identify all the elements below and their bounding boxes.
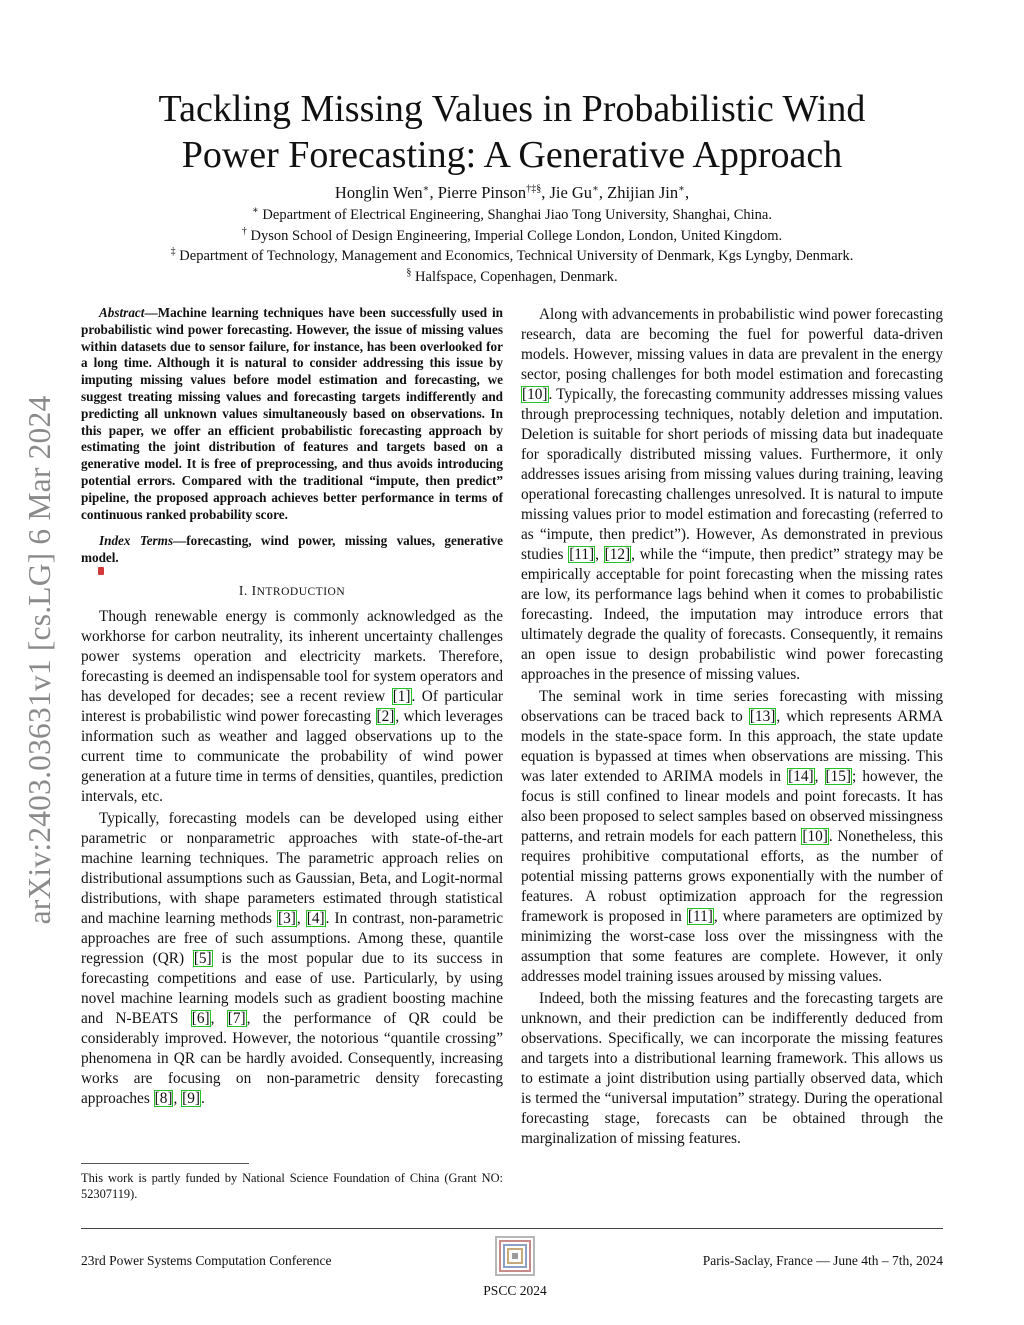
abstract: Abstract—Machine learning techniques have been successfully used in probabilistic wind power forecasting. However, the issue of missing values within datasets due to sensor failure, for instance, has been overlooked for a long time. Although it is natural to consider addressing this issue by imputing missing values before model estimation and forecasting, we suggest treating missing values and forecasting targets indifferently and predicting all unknown values simultaneously based on observations. In this paper, we offer an efficient probabilistic forecasting approach by estimating the joint distribution of features and targets based on a generative model. It is free of preprocessing, and thus avoids introducing potential errors. Compared with the traditional “impute, then predict” pipeline, the proposed approach achieves better performance in terms of continuous ranked probability score.	[81, 305, 503, 522]
citation-link[interactable]: [7]	[227, 1009, 246, 1027]
footer-pscc: PSCC 2024	[483, 1283, 547, 1298]
funding-footnote: This work is partly funded by National Science Foundation of China (Grant NO: 52307119).	[81, 1171, 503, 1201]
section-heading-introduction: I. INTRODUCTION	[238, 582, 346, 598]
author-name: Jie Gu	[549, 183, 593, 202]
intro-paragraph-4: The seminal work in time series forecasting with missing observations can be traced back to [13], which represents ARMA models in the state-space form. In this approach, the state update equation is bypassed at times when observations are missing. This was later extended to ARIMA models in [14], [15]; however, the focus is still confined to linear models and point forecasts. It has also been proposed to select samples based on observed missingness patterns, and retrain models for each pattern [10]. Nonetheless, this requires prohibitive computational efforts, as the number of potential missing patterns grows exponentially with the number of features. A robust optimization approach for the regression framework is proposed in [11], where parameters are optimized by minimizing the worst-case loss over the missingness with the assumption that some features are complete. However, it only addresses model training issues aroused by missing values.	[521, 688, 944, 985]
intro-paragraph-1: Though renewable energy is commonly acknowledged as the workhorse for carbon neutrality, its inherent uncertainty challenges power systems operation and electricity markets. Therefore, forecasting is deemed an indispensable tool for system operators and has developed for decades; see a recent review [1]. Of particular interest is probabilistic wind power forecasting [2], which leverages information such as weather and lagged observations up to the current time to communicate the probability of wind power generation at a future time in terms of densities, quantiles, prediction intervals, etc.	[81, 607, 504, 805]
affiliation-line: § Halfspace, Copenhagen, Denmark.	[406, 266, 618, 285]
author-list: Honglin Wen∗, Pierre Pinson†‡§, Jie Gu∗, Zhijian Jin∗,	[334, 183, 690, 202]
citation-link[interactable]: [10]	[522, 386, 548, 403]
citation-link[interactable]: [1]	[392, 687, 411, 705]
citation-link[interactable]: [14]	[788, 768, 814, 785]
citation-link[interactable]: [11]	[569, 546, 595, 563]
citation-link[interactable]: [3]	[278, 909, 296, 927]
intro-paragraph-2: Typically, forecasting models can be developed using either parametric or nonparametric approaches with state-of-the-art machine learning techniques. The parametric approach relies on distributional assumptions such as Gaussian, Beta, and Logit-normal distributions, with shape parameters estimated through statistical and machine learning methods [3], [4]. In contrast, non-parametric approaches are free of such assumptions. Among these, quantile regression (QR) [5] is the most popular due to its success in forecasting competitions and ease of use. Particularly, by using novel machine learning models such as gradient boosting machine and N-BEATS [6], [7], the performance of QR could be considerably improved. However, the notorious “quantile crossing” phenomena in QR can be hardly avoided. Consequently, increasing works are focusing on non-parametric density forecasting approaches [8], [9].	[81, 809, 504, 1107]
citation-link[interactable]: [9]	[182, 1089, 200, 1107]
citation-link[interactable]: [11]	[687, 908, 713, 925]
index-terms: Index Terms—forecasting, wind power, missing values, generative model.	[81, 533, 503, 566]
footnote-rule	[81, 1163, 249, 1164]
footer-location: Paris-Saclay, France — June 4th – 7th, 2024	[702, 1253, 943, 1268]
citation-link[interactable]: [13]	[749, 708, 776, 725]
affiliation-line: † Dyson School of Design Engineering, Imperial College London, London, United Kingdom.	[241, 225, 783, 244]
title-line-2: Power Forecasting: A Generative Approach	[181, 134, 843, 176]
footer-conference: 23rd Power Systems Computation Conference	[81, 1253, 332, 1268]
affiliations	[80, 205, 944, 287]
affiliation-line: ‡ Department of Technology, Management and Economics, Technical University of Denmark, Kgs Lyngby, Denmark.	[170, 246, 854, 264]
citation-link[interactable]: [15]	[825, 768, 852, 785]
title-line-1: Tackling Missing Values in Probabilistic Wind	[158, 88, 866, 130]
intro-paragraph-5: Indeed, both the missing features and the forecasting targets are unknown, and their prediction can be indifferently deduced from observations. Specifically, we can incorporate the missing features and targets into a distributional learning framework. This allows us to estimate a joint distribution using partially observed data, which is termed the “universal imputation” strategy. During the operational forecasting stage, forecasts can be obtained through the marginalization of missing features.	[521, 990, 943, 1147]
citation-link[interactable]: [6]	[191, 1009, 210, 1027]
citation-link[interactable]: [8]	[154, 1089, 173, 1107]
citation-link[interactable]: [5]	[193, 949, 212, 967]
citation-link[interactable]: [12]	[604, 546, 631, 563]
citation-link[interactable]: [2]	[376, 707, 395, 725]
right-column	[521, 305, 943, 1149]
author-name: Pierre Pinson	[437, 183, 527, 202]
pscc-logo-icon	[495, 1236, 535, 1276]
citation-link[interactable]: [4]	[306, 909, 325, 927]
left-column	[81, 305, 503, 1109]
citation-link[interactable]: [10]	[802, 828, 828, 845]
paper-title	[80, 86, 944, 178]
intro-paragraph-3: Along with advancements in probabilistic wind power forecasting research, data are becoming the fuel for powerful data-driven models. However, missing values in data are prevalent in the energy sector, posing challenges for both model estimation and forecasting [10]. Typically, the forecasting community addresses missing values through preprocessing techniques, notably deletion and imputation. Deletion is suitable for short periods of missing data but inadequate for sporadically distributed missing values. Furthermore, it only addresses issues arising from missing values during training, leaving operational forecasting challenges unresolved. It is natural to impute missing values prior to model estimation and forecasting (referred to as “impute, then predict”). However, As demonstrated in previous studies [11], [12], while the “impute, then predict” strategy may be empirically acceptable for point forecasting when the missing rates are low, its performance lags behind when it comes to probabilistic forecasting. Indeed, the imputation may introduce errors that ultimately degrade the quality of forecasts. Consequently, it remains an open issue to design probabilistic wind power forecasting approaches in the presence of missing values.	[521, 306, 943, 683]
author-name: Zhijian Jin	[607, 183, 679, 202]
annotation-marker	[98, 567, 104, 575]
author-name: Honglin Wen	[334, 183, 423, 202]
affiliation-line: ∗ Department of Electrical Engineering, Shanghai Jiao Tong University, Shanghai, China.	[251, 205, 772, 223]
footer-rule	[81, 1228, 943, 1229]
